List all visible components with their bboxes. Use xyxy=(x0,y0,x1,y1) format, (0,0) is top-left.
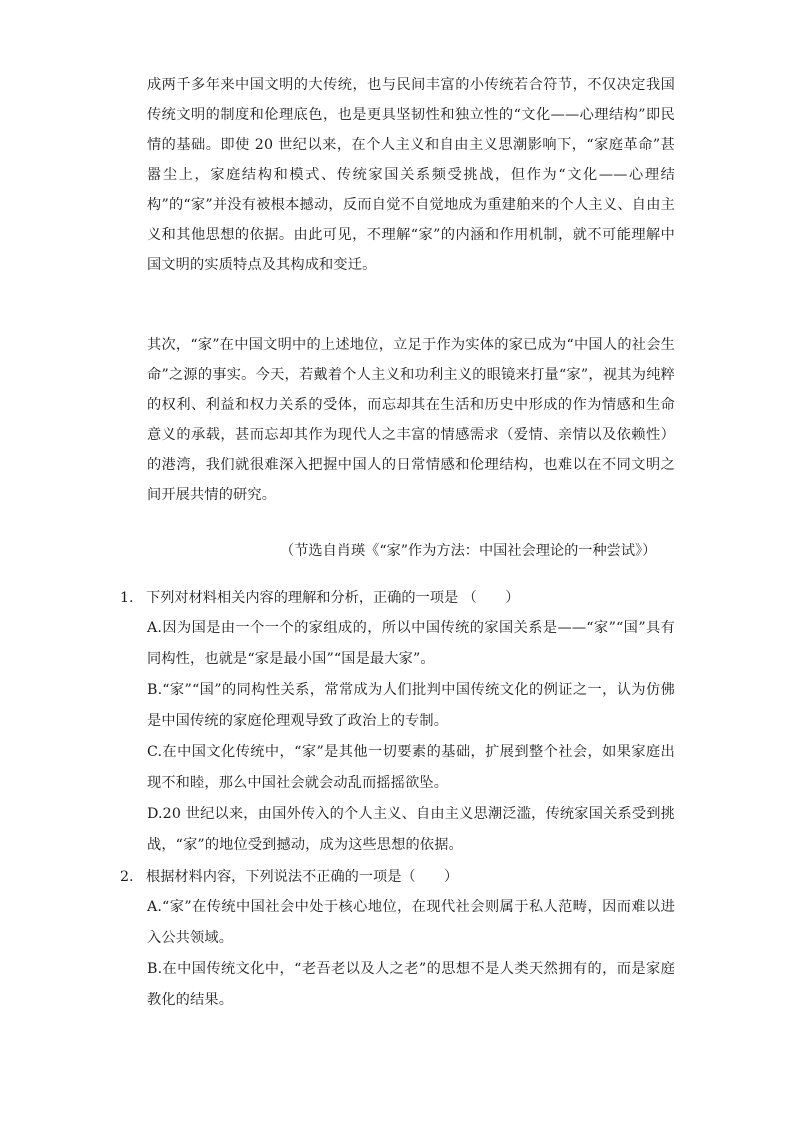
question-stem: 根据材料内容，下列说法不正确的一项是（ ） xyxy=(146,869,459,885)
question-stem: 下列对材料相关内容的理解和分析，正确的一项是 （ ） xyxy=(146,590,520,606)
option-d: D.20 世纪以来，由国外传入的个人主义、自由主义思潮泛滥，传统家国关系受到挑战，“家”的地位受到撼动，成为这些思想的依据。 xyxy=(147,806,675,853)
question-1 xyxy=(120,583,675,861)
option-b: B.“家”“国”的同构性关系，常常成为人们批判中国传统文化的例证之一，认为仿佛是中国传统的家庭伦理观导致了政治上的专制。 xyxy=(147,682,675,729)
option-c: C.在中国文化传统中，“家”是其他一切要素的基础，扩展到整个社会，如果家庭出现不和睦，那么中国社会就会动乱而摇摇欲坠。 xyxy=(147,744,675,791)
passage-paragraph-1: 成两千多年来中国文明的大传统，也与民间丰富的小传统若合符节，不仅决定我国传统文明的制度和伦理底色，也是更具坚韧性和独立性的“文化——心理结构”即民情的基础。即使 20 世纪以来，在个人主义和自由主义思潮影响下，“家庭革命”甚嚣尘上，家庭结构和模式、传统家国关系频受挑战，但作为“文化——心理结构”的“家”并没有被根本撼动，反而自觉不自觉地成为重建舶来的个人主义、自由主义和其他思想的依据。由此可见，不理解“家”的内涵和作用机制，就不可能理解中国文明的实质特点及其构成和变迁。 xyxy=(147,77,675,273)
question-2-header xyxy=(120,862,675,892)
option-a: A.“家”在传统中国社会中处于核心地位，在现代社会则属于私人范畴，因而难以进入公共领域。 xyxy=(147,899,675,946)
question-2 xyxy=(120,862,675,1016)
question-1-header xyxy=(120,583,675,613)
question-number: 1. xyxy=(120,590,134,606)
option-b: B.在中国传统文化中，“老吾老以及人之老”的思想不是人类天然拥有的，而是家庭教化的结果。 xyxy=(147,961,675,1008)
passage-paragraph-2: 其次，“家”在中国文明中的上述地位，立足于作为实体的家已成为“中国人的社会生命”之源的事实。今天，若戴着个人主义和功利主义的眼镜来打量“家”，视其为纯粹的权利、利益和权力关系的受体，而忘却其在生活和历史中形成的作为情感和生命意义的承载，甚而忘却其作为现代人之丰富的情感需求（爱情、亲情以及依赖性）的港湾，我们就很难深入把握中国人的日常情感和伦理结构，也难以在不同文明之间开展共情的研究。 xyxy=(147,337,675,503)
option-a: A.因为国是由一个一个的家组成的，所以中国传统的家国关系是——“家”“国”具有同构性，也就是“家是最小国”“国是最大家”。 xyxy=(147,620,675,667)
question-number: 2. xyxy=(120,869,134,885)
passage-source: （节选自肖瑛《“家”作为方法：中国社会理论的一种尝试》） xyxy=(280,543,657,559)
